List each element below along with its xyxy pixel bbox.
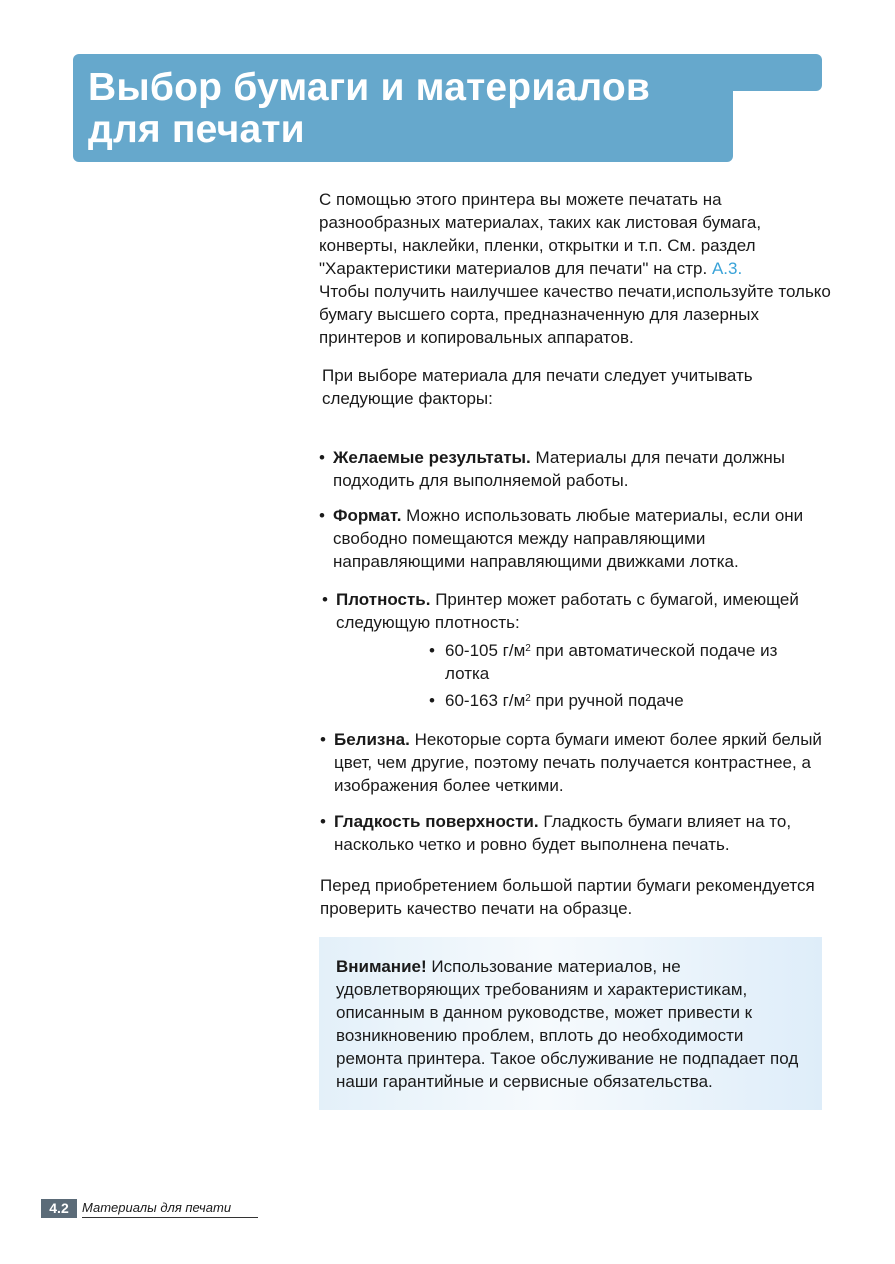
bullet-dot: • xyxy=(429,691,435,710)
density-value: 60-163 г/м xyxy=(445,691,526,710)
bullet-dot: • xyxy=(322,590,328,609)
bullet-dot: • xyxy=(319,448,325,467)
page-reference-link[interactable]: А.3. xyxy=(711,259,743,278)
bullet-text: Гладкость бумаги влияет на то, насколько четко и ровно будет выполнена печать. xyxy=(334,812,792,854)
bullet-dot: • xyxy=(320,812,326,831)
warning-text xyxy=(336,955,806,1093)
bullet-smoothness xyxy=(320,810,835,856)
advice-paragraph: Перед приобретением большой партии бумаги рекомендуется проверить качество печати на образце. xyxy=(320,876,815,918)
bullet-term: Формат. xyxy=(333,506,402,525)
bullet-text: Можно использовать любые материалы, если они свободно помещаются между направляющими направляющими направляющими движками лотка. xyxy=(333,506,804,571)
bullet-term: Желаемые результаты. xyxy=(333,448,531,467)
density-value: 60-105 г/м xyxy=(445,641,526,660)
bullet-density xyxy=(322,588,837,634)
bullet-term: Гладкость поверхности. xyxy=(334,812,539,831)
density-text: при автоматической подаче из лотка xyxy=(445,641,778,683)
bullet-format xyxy=(319,504,834,573)
bullet-term: Плотность. xyxy=(336,590,431,609)
warning-label: Внимание! xyxy=(336,957,427,976)
bullet-dot: • xyxy=(320,730,326,749)
bullet-desired-results xyxy=(319,446,834,492)
bullet-text: Материалы для печати должны подходить для выполняемой работы. xyxy=(333,448,785,490)
chapter-header xyxy=(73,54,822,162)
bullet-dot: • xyxy=(429,641,435,660)
bullet-term: Белизна. xyxy=(334,730,410,749)
page-title-line2: для печати xyxy=(88,108,305,151)
footer-section-title: Материалы для печати xyxy=(82,1199,258,1218)
page-title-line1: Выбор бумаги и материалов xyxy=(88,66,651,109)
bullet-text: Некоторые сорта бумаги имеют более яркий белый цвет, чем другие, поэтому печать получается контрастнее, а изображения более четкими. xyxy=(334,730,822,795)
intro-text-continued: Чтобы получить наилучшее качество печати,используйте только бумагу высшего сорта, предназначенную для лазерных принтеров и копировальных аппаратов. xyxy=(319,282,831,347)
bullet-text: Принтер может работать с бумагой, имеющей следующую плотность: xyxy=(336,590,799,632)
density-item-auto xyxy=(429,639,825,685)
density-text: при ручной подаче xyxy=(535,691,684,710)
factors-intro: При выборе материала для печати следует учитывать следующие факторы: xyxy=(322,366,753,408)
bullet-whiteness xyxy=(320,728,835,797)
bullet-dot: • xyxy=(319,506,325,525)
density-unit-exponent: 2 xyxy=(525,693,531,704)
intro-text: С помощью этого принтера вы можете печатать на разнообразных материалах, таких как листовая бумага, конверты, наклейки, пленки, открытки и т.п. См. раздел "Характеристики материалов для печати" на стр. xyxy=(319,190,762,278)
warning-body: Использование материалов, не удовлетворяющих требованиям и характеристикам, описанным в данном руководстве, может привести к возникновению проблем, вплоть до необходимости ремонта принтера. Такое обслуживание не подпадает под наши гарантийные и сервисные обязательства. xyxy=(336,957,799,1091)
warning-box xyxy=(319,937,822,1110)
density-item-manual xyxy=(429,689,825,712)
page-title xyxy=(88,67,650,151)
density-unit-exponent: 2 xyxy=(525,643,531,654)
page-number: 4.2 xyxy=(41,1199,77,1218)
intro-paragraph xyxy=(319,188,834,349)
